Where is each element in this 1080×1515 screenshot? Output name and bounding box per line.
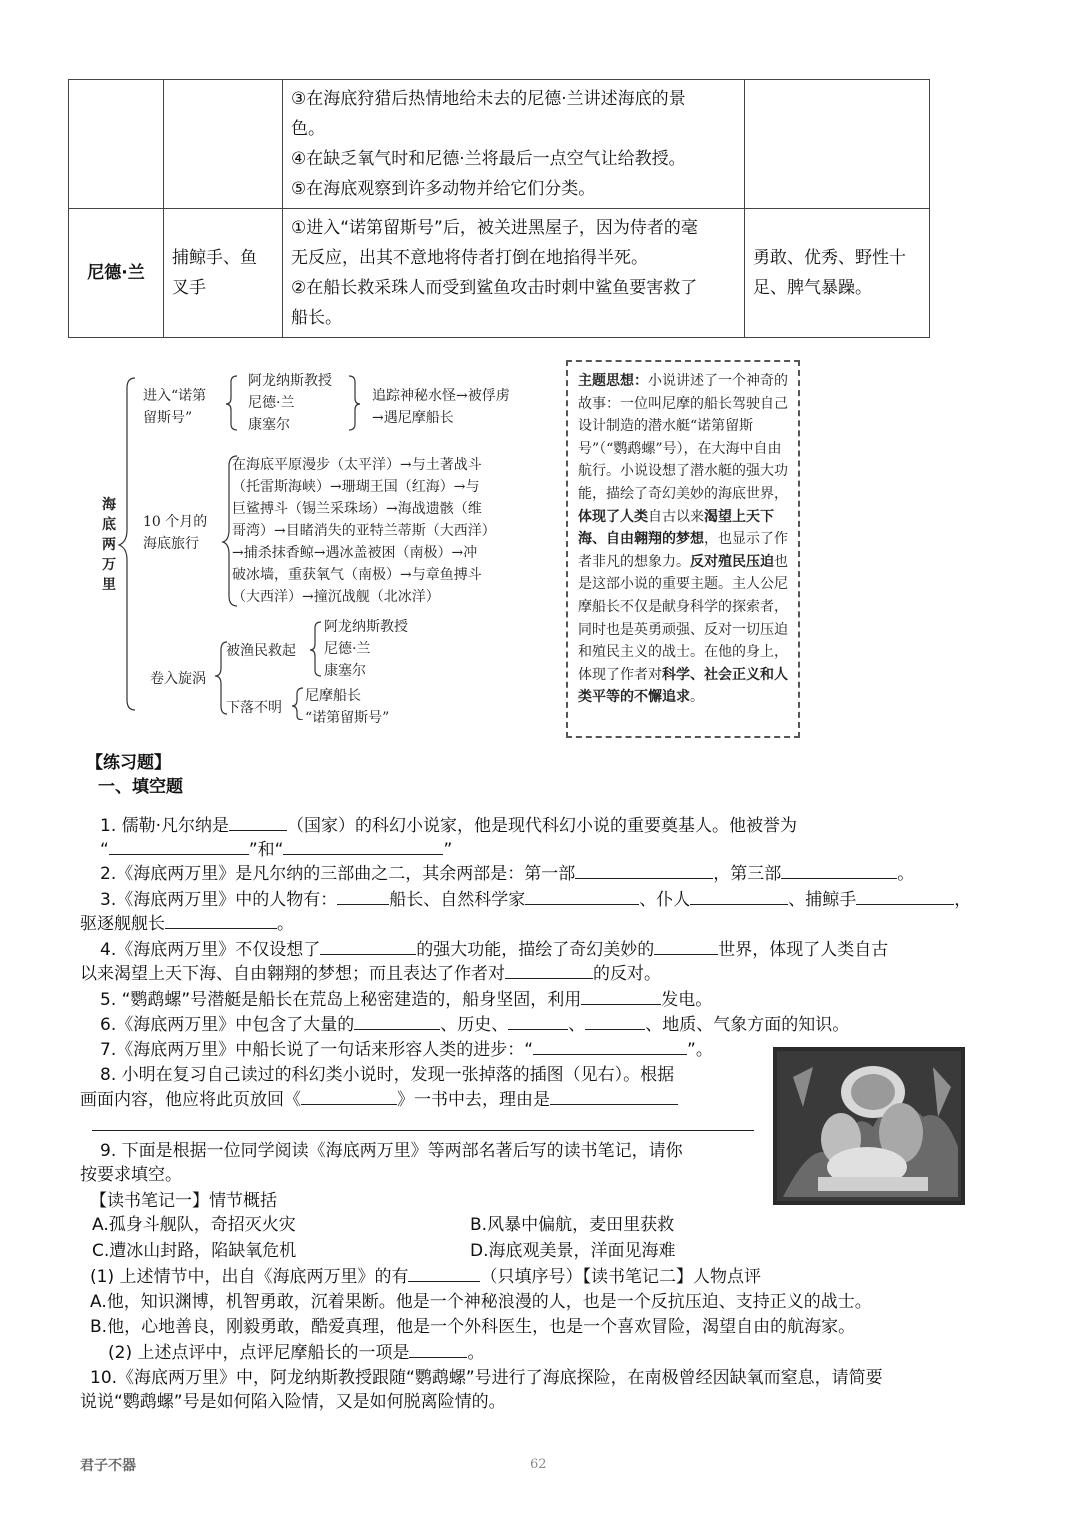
- event-line: 无反应，出其不意地将侍者打倒在地掐得半死。: [291, 248, 648, 268]
- question-text: 。: [277, 914, 294, 934]
- person: 阿龙纳斯教授: [248, 373, 332, 389]
- route-line: （大西洋）→撞沉战舰（北冰洋）: [232, 589, 440, 605]
- event-line: ⑤在海底观察到许多动物并给它们分类。: [291, 179, 596, 199]
- traits-cell: [745, 209, 930, 338]
- answer-blank[interactable]: [408, 1265, 480, 1282]
- answer-blank[interactable]: [781, 862, 897, 879]
- question-9-2: [108, 1341, 484, 1364]
- answer-blank[interactable]: [337, 888, 389, 905]
- question-2: [100, 862, 914, 885]
- question-text: ”。: [687, 1040, 713, 1060]
- theme-text: 自古以来: [648, 508, 704, 525]
- question-text: 画面内容，他应将此页放回《: [80, 1090, 301, 1110]
- branch-result: [372, 385, 510, 429]
- answer-blank[interactable]: [525, 888, 639, 905]
- question-7: [100, 1038, 713, 1061]
- option-a: A.孤身斗舰队，奇招灭火灾: [92, 1215, 296, 1235]
- answer-blank[interactable]: [354, 1013, 440, 1030]
- question-9: 9. 下面是根据一位同学阅读《海底两万里》等两部名著后写的读书笔记，请你: [100, 1141, 683, 1161]
- branch-label: 留斯号”: [143, 410, 193, 426]
- question-text: （只填序号）【读书笔记二】人物点评: [480, 1267, 761, 1287]
- answer-blank[interactable]: [508, 1013, 568, 1030]
- question-3-cont: [80, 912, 294, 935]
- question-text: 2.《海底两万里》是凡尔纳的三部曲之二，其余两部是：第一部: [100, 864, 576, 884]
- question-text: 船长、自然科学家: [389, 890, 526, 910]
- question-text: 1. 儒勒·凡尔纳是: [100, 816, 230, 836]
- b3b-brace: [292, 688, 303, 720]
- answer-blank[interactable]: [320, 938, 416, 955]
- events-cell: [283, 80, 745, 209]
- character-name-cell: 尼德·兰: [69, 209, 164, 338]
- route-line: →捕杀抹香鲸→遇冰盖被困（南极）→冲: [232, 545, 478, 561]
- person: 尼德·兰: [248, 395, 295, 411]
- traits-cell: [745, 80, 930, 209]
- b1-brace: [226, 376, 237, 430]
- question-text: 的反对。: [593, 964, 661, 984]
- question-text: 的强大功能，描绘了奇幻美妙的: [416, 940, 655, 960]
- option-c: C.遭冰山封路，陷缺氧危机: [92, 1241, 297, 1261]
- question-3: [100, 888, 971, 911]
- question-text: ”和“: [248, 840, 284, 860]
- page-number: 62: [530, 1457, 547, 1472]
- trait-line: 勇敢、优秀、野性十: [753, 248, 906, 268]
- answer-blank[interactable]: [856, 888, 954, 905]
- event-line: ②在船长救采珠人而受到鲨鱼攻击时刺中鲨鱼要害救了: [291, 278, 698, 298]
- theme-label: 主题思想：: [578, 373, 648, 389]
- question-text: 、捕鲸手: [788, 890, 857, 910]
- option-d: D.海底观美景，洋面见海难: [470, 1241, 676, 1261]
- person: 康塞尔: [248, 417, 290, 433]
- question-text: 6.《海底两万里》中包含了大量的: [100, 1015, 355, 1035]
- route-line: 哥湾）→目睹消失的亚特兰蒂斯（大西洋）: [232, 523, 496, 539]
- missing-items: [305, 685, 389, 729]
- question-9-cont: 按要求填空。: [80, 1165, 182, 1185]
- theme-bold: 渴望上天下海、自由翱翔的梦想: [578, 508, 774, 548]
- footer-brand: 君子不器: [80, 1458, 136, 1474]
- rescued-people: [324, 616, 408, 682]
- theme-text: 小说讲述了一个神奇的故事：一位叫尼摩的船长驾驶自己设计制造的潜水艇“诺第留斯号”（“鹦鹉螺”号），在大海中自由航行。小说设想了潜水艇的强大功能，描绘了奇幻美妙的海底世界，: [578, 373, 788, 502]
- theme-bold: 反对殖民压迫: [690, 553, 774, 570]
- answer-blank[interactable]: [550, 1088, 678, 1105]
- trait-line: 足、脾气暴躁。: [753, 278, 872, 298]
- question-text: 7.《海底两万里》中船长说了一句话来形容人类的进步：“: [100, 1040, 534, 1060]
- voyage-route: [232, 454, 496, 608]
- question-text: (2) 上述点评中，点评尼摩船长的一项是: [108, 1343, 410, 1363]
- question-text: 。: [467, 1343, 485, 1363]
- question-text: 、仆人: [639, 890, 691, 910]
- answer-blank[interactable]: [505, 962, 593, 979]
- question-text: 驱逐舰舰长: [80, 914, 165, 934]
- answer-blank[interactable]: [533, 1038, 687, 1055]
- question-5: [100, 988, 712, 1011]
- illustration-image: [773, 1047, 965, 1205]
- question-text: ，第三部: [713, 864, 782, 884]
- main-brace: [119, 378, 135, 710]
- question-text: 。: [897, 864, 915, 884]
- mind-map-title: 海底两万里: [102, 497, 116, 593]
- answer-blank[interactable]: [301, 1088, 397, 1105]
- question-10: 10.《海底两万里》中，阿龙纳斯教授跟随“鹦鹉螺”号进行了海底探险，在南极曾经因缺氧而窒息，请简要: [90, 1368, 883, 1388]
- question-text: 、地质、气象方面的知识。: [645, 1015, 850, 1035]
- route-line: 在海底平原漫步（太平洋）→与土著战斗: [232, 457, 482, 473]
- question-4-cont: [80, 962, 661, 985]
- question-text: 》一书中去，理由是: [397, 1090, 550, 1110]
- answer-blank[interactable]: [229, 814, 287, 831]
- question-text: 发电。: [661, 990, 713, 1010]
- answer-line[interactable]: [92, 1130, 754, 1131]
- question-text: 世界，体现了人类自古: [718, 940, 889, 960]
- route-line: 巨鲨搏斗（锡兰采珠场）→海战遗骸（维: [232, 501, 482, 517]
- question-9-1: [90, 1265, 761, 1288]
- answer-blank[interactable]: [654, 938, 718, 955]
- person: 尼德·兰: [324, 641, 371, 657]
- person: 康塞尔: [324, 663, 366, 679]
- comment-b: B.他，心地善良，刚毅勇敢，酷爱真理，他是一个外科医生，也是一个喜欢冒险，渴望自由的航海家。: [90, 1317, 856, 1337]
- events-cell: [283, 209, 745, 338]
- result-line: →遇尼摩船长: [372, 410, 454, 426]
- branch-label: 10 个月的: [143, 514, 208, 530]
- missing-item: “诺第留斯号”: [305, 710, 390, 726]
- answer-blank[interactable]: [581, 988, 661, 1005]
- question-8-cont: [80, 1088, 678, 1111]
- question-text: “: [100, 840, 109, 860]
- branch-label: 进入“诺第: [143, 388, 207, 404]
- branch-label: 下落不明: [226, 700, 282, 716]
- route-line: 破冰墙，重获氧气（南极）→与章鱼搏斗: [232, 567, 482, 583]
- theme-text: 。: [690, 689, 704, 706]
- answer-blank[interactable]: [409, 1341, 467, 1358]
- branch-label: 卷入旋涡: [150, 671, 206, 687]
- question-text: 4.《海底两万里》不仅设想了: [100, 940, 321, 960]
- answer-blank[interactable]: [109, 838, 249, 855]
- section-title: 一、填空题: [98, 777, 183, 797]
- question-text: 5. “鹦鹉螺”号潜艇是船长在荒岛上秘密建造的，船身坚固，利用: [100, 990, 582, 1010]
- answer-blank[interactable]: [283, 838, 443, 855]
- event-line: 船长。: [291, 308, 342, 328]
- event-line: ④在缺乏氧气时和尼德·兰将最后一点空气让给教授。: [291, 149, 686, 169]
- branch-voyage: [143, 511, 207, 555]
- question-4: [100, 938, 888, 961]
- answer-blank[interactable]: [690, 888, 788, 905]
- question-text: (1) 上述情节中，出自《海底两万里》的有: [90, 1267, 409, 1287]
- question-text: 3.《海底两万里》中的人物有：: [100, 890, 338, 910]
- character-name-cell: [69, 80, 164, 209]
- theme-text: ，也显示了作者非凡的想象力。: [578, 531, 788, 570]
- route-line: （托雷斯海峡）→珊瑚王国（红海）→与: [232, 479, 480, 495]
- character-table: [68, 79, 930, 338]
- table-row: [69, 80, 930, 209]
- branch-enter: [143, 385, 206, 429]
- missing-item: 尼摩船长: [305, 688, 361, 704]
- question-1: [100, 814, 797, 837]
- question-text: ”: [443, 840, 453, 860]
- question-10-cont: 说说“鹦鹉螺”号是如何陷入险情，又是如何脱离险情的。: [80, 1392, 506, 1412]
- branch-people: [248, 370, 332, 436]
- answer-blank[interactable]: [165, 912, 277, 929]
- question-8: 8. 小明在复习自己读过的科幻类小说时，发现一张掉落的插图（见右）。根据: [100, 1065, 675, 1085]
- question-text: 、历史、: [440, 1015, 509, 1035]
- question-text: （国家）的科幻小说家，他是现代科幻小说的重要奠基人。他被誉为: [287, 816, 798, 836]
- note-1-title: 【读书笔记一】情节概括: [90, 1191, 277, 1211]
- theme-box: [566, 360, 800, 738]
- result-line: 追踪神秘水怪→被俘虏: [372, 388, 510, 404]
- identity-cell: [164, 209, 283, 338]
- comment-a: A.他，知识渊博，机智勇敢，沉着果断。他是一个神秘浪漫的人，也是一个反抗压迫、支持正义的战士。: [90, 1292, 872, 1312]
- theme-bold: 体现了人类: [578, 508, 648, 525]
- event-line: 色。: [291, 119, 325, 139]
- identity-line: 捕鲸手、鱼: [172, 248, 257, 268]
- person: 阿龙纳斯教授: [324, 619, 408, 635]
- exercise-header: 【练习题】: [86, 753, 171, 773]
- question-text: 以来渴望上天下海、自由翱翔的梦想；而且表达了作者对: [80, 964, 505, 984]
- b1-right-brace: [349, 376, 360, 430]
- question-text: 、: [568, 1015, 586, 1035]
- question-1-cont: [100, 838, 452, 861]
- b3a-brace: [310, 622, 321, 676]
- option-b: B.风暴中偏航，麦田里获救: [470, 1215, 675, 1235]
- identity-line: 叉手: [172, 278, 206, 298]
- theme-text: 也是这部小说的重要主题。主人公尼摩船长不仅是献身科学的探索者，同时也是英勇顽强、反对一切压迫和殖民主义的战士。在他的身上，体现了作者对: [578, 553, 788, 683]
- theme-bold: 科学、社会正义和人类平等的不懈追求: [578, 666, 788, 706]
- event-line: ③在海底狩猎后热情地给未去的尼德·兰讲述海底的景: [291, 89, 686, 109]
- answer-blank[interactable]: [585, 1013, 645, 1030]
- table-row: [69, 209, 930, 338]
- answer-blank[interactable]: [575, 862, 713, 879]
- event-line: ①进入“诺第留斯号”后，被关进黑屋子，因为侍者的毫: [291, 218, 698, 238]
- question-text: ，: [954, 890, 972, 910]
- branch-label: 海底旅行: [143, 536, 199, 552]
- identity-cell: [164, 80, 283, 209]
- question-6: [100, 1013, 849, 1036]
- branch-label: 被渔民救起: [226, 643, 296, 659]
